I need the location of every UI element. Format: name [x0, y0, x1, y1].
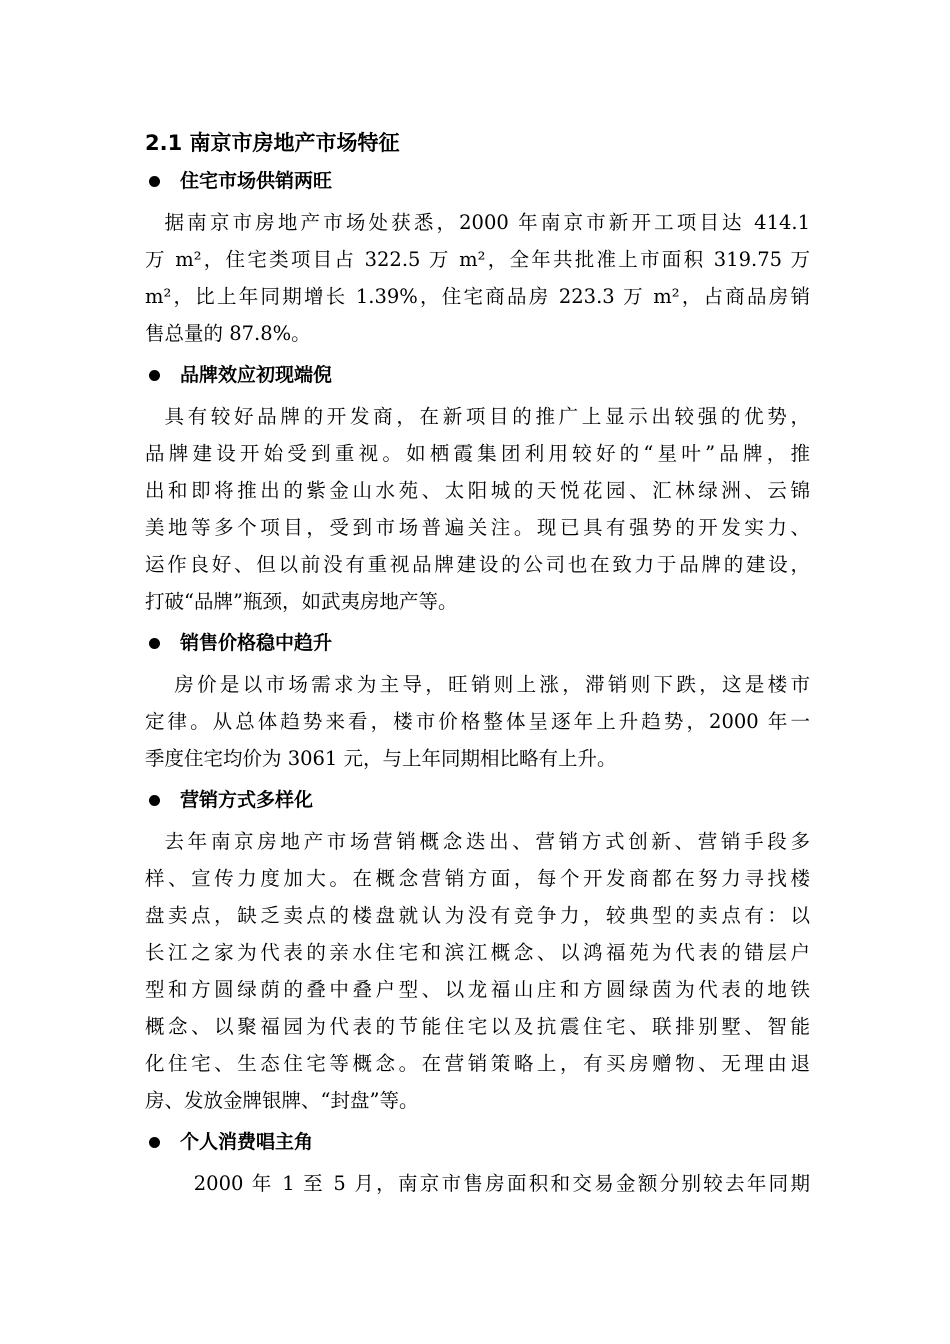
paragraph-line: 售总量的 87.8%。 — [145, 322, 311, 345]
paragraph-line: 美地等多个项目，受到市场普遍关注。现已具有强势的开发实力、 — [145, 516, 810, 539]
paragraph-line: 房价是以市场需求为主导，旺销则上涨，滞销则下跌，这是楼市 — [174, 673, 810, 696]
paragraph-line: 2000 年 1 至 5 月，南京市售房面积和交易金额分别较去年同期 — [193, 1172, 810, 1195]
heading-brand-effect — [145, 360, 810, 390]
paragraph-line: 盘卖点，缺乏卖点的楼盘就认为没有竞争力，较典型的卖点有：以 — [145, 904, 810, 927]
paragraph-line: 样、宣传力度加大。在概念营销方面，每个开发商都在努力寻找楼 — [145, 867, 810, 890]
paragraph-line: 去年南京房地产市场营销概念迭出、营销方式创新、营销手段多 — [164, 830, 810, 853]
paragraph-line: 型和方圆绿荫的叠中叠户型、以龙福山庄和方圆绿茵为代表的地铁 — [145, 978, 810, 1001]
paragraph-line: 具有较好品牌的开发商，在新项目的推广上显示出较强的优势， — [164, 405, 810, 428]
paragraph-line: 万 m²，住宅类项目占 322.5 万 m²，全年共批准上市面积 319.75 万 — [145, 248, 810, 271]
paragraph-line: 概念、以聚福园为代表的节能住宅以及抗震住宅、联排别墅、智能 — [145, 1015, 810, 1038]
heading-text: 品牌效应初现端倪 — [180, 364, 333, 386]
paragraph — [145, 204, 810, 352]
heading-marketing-methods — [145, 785, 810, 815]
paragraph — [145, 823, 810, 1119]
bullet-icon — [149, 638, 160, 649]
document-page — [145, 128, 810, 1210]
bullet-icon — [149, 176, 160, 187]
section-title: 2.1 南京市房地产市场特征 — [145, 131, 400, 155]
heading-text: 营销方式多样化 — [180, 789, 314, 811]
bullet-icon — [149, 370, 160, 381]
paragraph — [145, 398, 810, 620]
heading-personal-consumption — [145, 1127, 810, 1157]
heading-text: 销售价格稳中趋升 — [180, 632, 333, 654]
paragraph-line: 化住宅、生态住宅等概念。在营销策略上，有买房赠物、无理由退 — [145, 1052, 810, 1075]
bullet-icon — [149, 1137, 160, 1148]
paragraph-line: 出和即将推出的紫金山水苑、太阳城的天悦花园、汇林绿洲、云锦 — [145, 479, 810, 502]
paragraph-line: 季度住宅均价为 3061 元，与上年同期相比略有上升。 — [145, 747, 617, 770]
paragraph-line: 房、发放金牌银牌、“封盘”等。 — [145, 1089, 419, 1112]
paragraph-line: 打破“品牌”瓶颈，如武夷房地产等。 — [145, 590, 458, 613]
heading-residential-market — [145, 166, 810, 196]
heading-text: 个人消费唱主角 — [180, 1131, 314, 1153]
paragraph — [145, 1165, 810, 1202]
paragraph — [145, 666, 810, 777]
bullet-icon — [149, 795, 160, 806]
paragraph-line: 品牌建设开始受到重视。如栖霞集团利用较好的“星叶”品牌，推 — [145, 442, 810, 465]
paragraph-line: 定律。从总体趋势来看，楼市价格整体呈逐年上升趋势，2000 年一 — [145, 710, 810, 733]
heading-sales-price — [145, 628, 810, 658]
heading-text: 住宅市场供销两旺 — [180, 170, 333, 192]
paragraph-line: m²，比上年同期增长 1.39%，住宅商品房 223.3 万 m²，占商品房销 — [145, 285, 810, 308]
paragraph-line: 据南京市房地产市场处获悉，2000 年南京市新开工项目达 414.1 — [164, 211, 810, 234]
paragraph-line: 长江之家为代表的亲水住宅和滨江概念、以鸿福苑为代表的错层户 — [145, 941, 810, 964]
paragraph-line: 运作良好、但以前没有重视品牌建设的公司也在致力于品牌的建设， — [145, 553, 810, 576]
